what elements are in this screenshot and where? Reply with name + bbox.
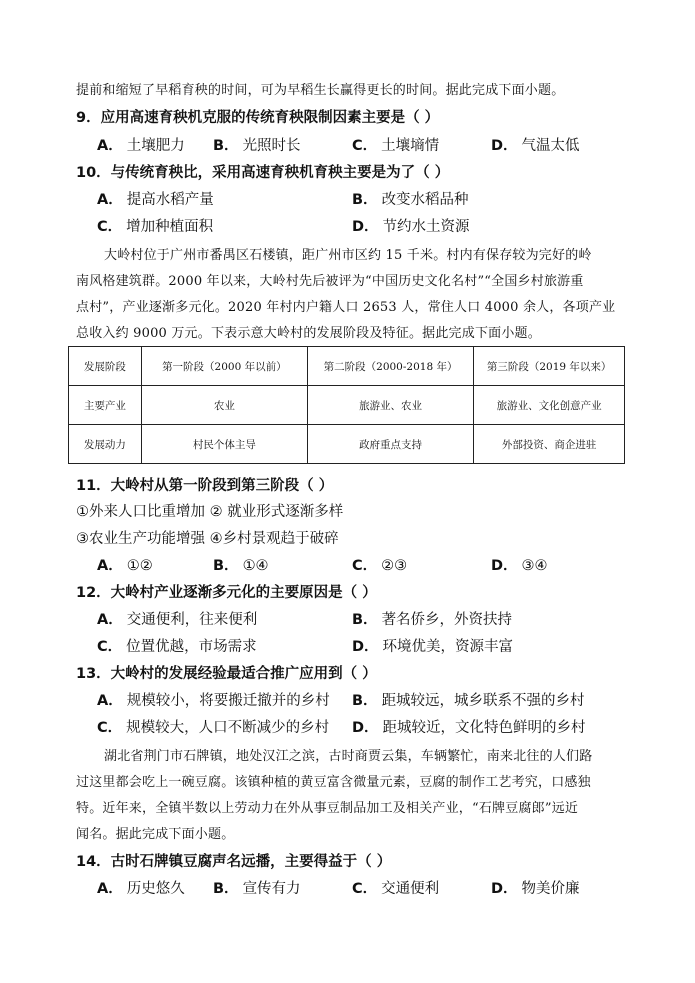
table-cell: 旅游业、文化创意产业 (474, 386, 625, 425)
option-text: 土壤墒情 (381, 138, 440, 154)
passage-3-line-3: 特。近年来，全镇半数以上劳动力在外从事豆制品加工及相关产业，“石牌豆腐郎”远近 (76, 801, 579, 816)
option-text: 环境优美，资源丰富 (382, 639, 514, 655)
q9-option-a[interactable] (97, 134, 185, 155)
option-key: B． (213, 881, 239, 897)
option-text: 增加种植面积 (126, 219, 214, 235)
option-key: D． (352, 219, 379, 235)
q14-option-d[interactable] (491, 877, 580, 898)
passage-2-line-1: 大岭村位于广州市番禺区石楼镇，距广州市区约 15 千米。村内有保存较为完好的岭 (104, 248, 592, 263)
intro-text-line: 提前和缩短了早稻育秧的时间，可为早稻生长赢得更长的时间。据此完成下面小题。 (76, 83, 565, 98)
option-key: C． (352, 138, 378, 154)
table-cell: 村民个体主导 (141, 425, 307, 464)
option-text: 规模较大，人口不断减少的乡村 (126, 720, 330, 736)
passage-3-line-4: 闻名。据此完成下面小题。 (76, 827, 235, 842)
option-key: C． (352, 881, 378, 897)
q11-option-d[interactable] (491, 554, 548, 575)
table-cell: 主要产业 (69, 386, 142, 425)
q12-option-c[interactable] (97, 635, 257, 656)
q9-option-c[interactable] (352, 134, 439, 155)
option-text: ①② (126, 558, 153, 574)
option-key: B． (352, 612, 378, 628)
option-key: B． (213, 558, 239, 574)
option-key: A． (97, 881, 123, 897)
option-text: 物美价廉 (521, 881, 580, 897)
q9-option-d[interactable] (491, 134, 580, 155)
option-text: 距城较近，文化特色鲜明的乡村 (382, 720, 586, 736)
q13-option-a[interactable] (97, 689, 330, 710)
q11-option-a[interactable] (97, 554, 153, 575)
option-text: ③④ (521, 558, 548, 574)
option-text: ①④ (242, 558, 269, 574)
option-text: 位置优越，市场需求 (126, 639, 257, 655)
table-row (69, 347, 625, 386)
q13-option-b[interactable] (352, 689, 585, 710)
option-text: 交通便利 (381, 881, 440, 897)
table-header-cell: 发展阶段 (69, 347, 142, 386)
option-key: D． (491, 881, 518, 897)
q12-option-d[interactable] (352, 635, 513, 656)
question-14-stem: 14．古时石牌镇豆腐声名远播，主要得益于（ ） (76, 854, 392, 870)
option-text: 著名侨乡，外资扶持 (381, 612, 513, 628)
option-text: 宣传有力 (242, 881, 301, 897)
option-key: D． (352, 720, 379, 736)
q9-option-b[interactable] (213, 134, 301, 155)
table-cell: 旅游业、农业 (307, 386, 473, 425)
q13-option-c[interactable] (97, 716, 329, 737)
option-key: B． (213, 138, 239, 154)
table-cell: 外部投资、商企进驻 (474, 425, 625, 464)
question-9-stem: 9．应用高速育秧机克服的传统育秧限制因素主要是（ ） (76, 110, 440, 126)
q14-option-a[interactable] (97, 877, 185, 898)
option-text: 节约水土资源 (382, 219, 470, 235)
option-key: B． (352, 192, 378, 208)
table-row (69, 386, 625, 425)
option-text: 距城较远，城乡联系不强的乡村 (381, 693, 585, 709)
q10-option-b[interactable] (352, 188, 469, 209)
option-key: C． (97, 720, 123, 736)
q12-option-b[interactable] (352, 608, 512, 629)
table-cell: 政府重点支持 (307, 425, 473, 464)
option-text: 气温太低 (521, 138, 580, 154)
passage-3-line-2: 过这里都会吃上一碗豆腐。该镇种植的黄豆富含微量元素，豆腐的制作工艺考究，口感独 (76, 775, 591, 790)
question-13-stem: 13．大岭村的发展经验最适合推广应用到（ ） (76, 666, 377, 682)
table-header-cell: 第二阶段（2000-2018 年） (307, 347, 473, 386)
question-11-statements-1: ①外来人口比重增加 ② 就业形式逐渐多样 (76, 504, 344, 520)
q12-option-a[interactable] (97, 608, 257, 629)
table-header-cell: 第一阶段（2000 年以前） (141, 347, 307, 386)
development-stages-table (68, 346, 625, 464)
q14-option-b[interactable] (213, 877, 301, 898)
question-11-statements-2: ③农业生产功能增强 ④乡村景观趋于破碎 (76, 531, 339, 547)
q13-option-d[interactable] (352, 716, 586, 737)
question-11-stem: 11．大岭村从第一阶段到第三阶段（ ） (76, 478, 334, 494)
option-key: B． (352, 693, 378, 709)
passage-2-line-2: 南风格建筑群。2000 年以来，大岭村先后被评为“中国历史文化名村”“全国乡村旅游重 (76, 274, 584, 289)
table-cell: 农业 (141, 386, 307, 425)
option-key: A． (97, 558, 123, 574)
option-text: 土壤肥力 (126, 138, 185, 154)
option-key: C． (97, 639, 123, 655)
table-row (69, 425, 625, 464)
q10-option-c[interactable] (97, 215, 213, 236)
option-key: D． (491, 138, 518, 154)
question-10-stem: 10．与传统育秧比，采用高速育秧机育秧主要是为了（ ） (76, 165, 450, 181)
option-text: 交通便利，往来便利 (126, 612, 258, 628)
table-cell: 发展动力 (69, 425, 142, 464)
option-key: D． (352, 639, 379, 655)
passage-3-line-1: 湖北省荆门市石牌镇，地处汉江之滨，古时商贾云集，车辆繁忙，南来北往的人们路 (104, 749, 593, 764)
q10-option-a[interactable] (97, 188, 214, 209)
option-text: 改变水稻品种 (381, 192, 469, 208)
option-text: 提高水稻产量 (126, 192, 214, 208)
q14-option-c[interactable] (352, 877, 439, 898)
option-key: A． (97, 192, 123, 208)
option-text: 光照时长 (242, 138, 301, 154)
option-text: 历史悠久 (126, 881, 185, 897)
passage-2-line-4: 总收入约 9000 万元。下表示意大岭村的发展阶段及特征。据此完成下面小题。 (76, 326, 541, 341)
option-text: ②③ (381, 558, 408, 574)
option-key: C． (352, 558, 378, 574)
option-key: A． (97, 693, 123, 709)
option-key: C． (97, 219, 123, 235)
option-key: A． (97, 612, 123, 628)
q11-option-b[interactable] (213, 554, 269, 575)
q11-option-c[interactable] (352, 554, 407, 575)
passage-2-line-3: 点村”，产业逐渐多元化。2020 年村内户籍人口 2653 人，常住人口 4000 余人，各项产业 (76, 300, 616, 315)
option-key: A． (97, 138, 123, 154)
option-text: 规模较小，将要搬迁撤并的乡村 (126, 693, 330, 709)
option-key: D． (491, 558, 518, 574)
q10-option-d[interactable] (352, 215, 470, 236)
table-header-cell: 第三阶段（2019 年以来） (474, 347, 625, 386)
question-12-stem: 12．大岭村产业逐渐多元化的主要原因是（ ） (76, 585, 377, 601)
